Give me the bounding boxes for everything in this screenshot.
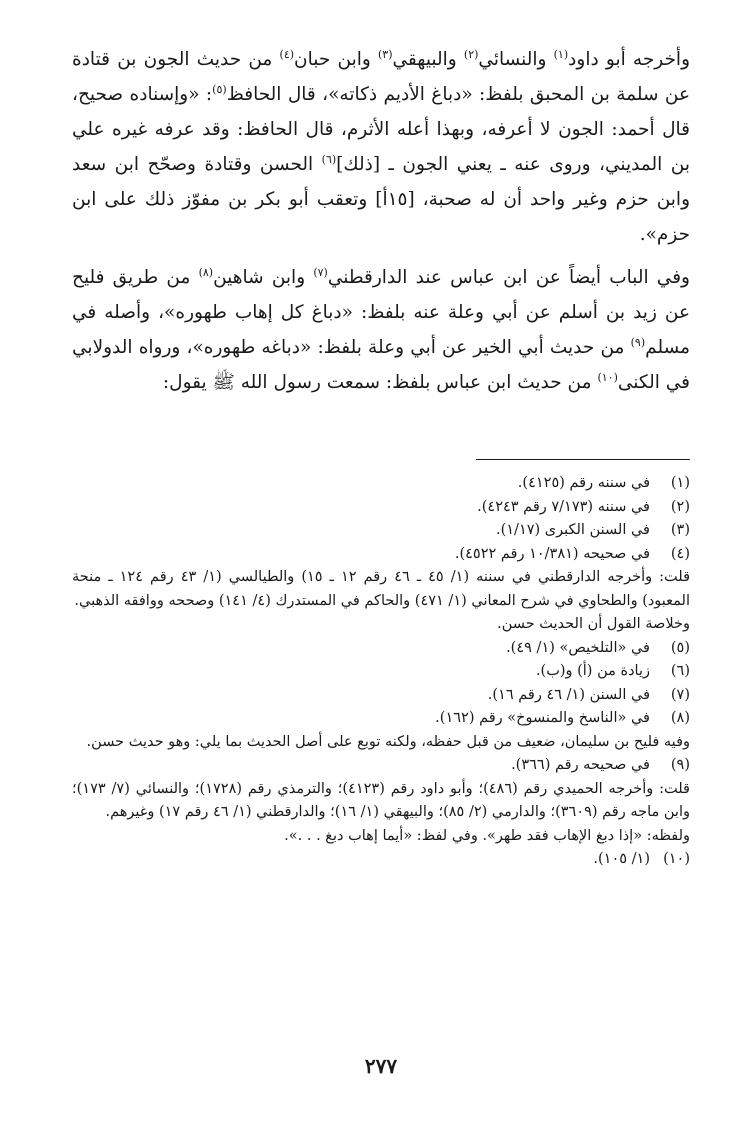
footnote-note: وفيه فليح بن سليمان، ضعيف من قبل حفظه، ولكنه توبع على أصل الحديث بما يلي: وهو حديث حسن.: [86, 733, 690, 750]
text-run: وابن حبان: [294, 49, 378, 70]
page-number: ٢٧٧: [364, 1054, 398, 1078]
main-text: [72, 42, 690, 400]
footnote-ref-5[interactable]: (٥): [212, 82, 227, 96]
text-run: الحسن وقتادة وصحّح ابن سعد وابن حزم وغير واحد أن له صحبة، [١٥أ] وتعقب أبو بكر بن مفوّز ذلك على ابن حزم».: [72, 154, 690, 245]
text-run: والنسائي: [478, 49, 554, 70]
footnote-text: (١/ ١٠٥).: [593, 851, 650, 867]
footnote-8: [72, 707, 690, 754]
footnote-number: (١٠): [663, 851, 690, 867]
text-run: وابن شاهين: [213, 267, 314, 288]
footnote-note: وخلاصة القول أن الحديث حسن.: [497, 616, 690, 632]
footnote-ref-1[interactable]: (١): [553, 47, 569, 61]
book-page: [72, 42, 690, 1102]
footnote-note: قلت: وأخرجه الدارقطني في سننه (١/ ٤٥ ـ ٤٦ رقم ١٢ ـ ١٥) والطيالسي (١/ ٤٣ رقم ١٢٤ ـ منحة المعبود) والطحاوي في شرح المعاني (١/ ٤٧١) والحاكم في المستدرك (٤/ ١٤١) وصححه ووافقه الذهبي.: [72, 569, 691, 609]
footnote-3: [72, 519, 690, 543]
footnote-7: [72, 684, 690, 708]
footnote-number: (١): [670, 475, 690, 491]
footnote-ref-2[interactable]: (٢): [463, 47, 479, 61]
footnotes: [72, 472, 690, 872]
footnote-text: في سننه (٧/١٧٣ رقم ٤٢٤٣).: [477, 498, 650, 515]
footnote-number: (٥): [670, 639, 690, 656]
footnote-ref-7[interactable]: (٧): [313, 265, 328, 279]
footnote-note: ولفظه: «إذا دبغ الإهاب فقد طهر». وفي لفظ: «أيما إهاب دبغ . . .».: [284, 827, 690, 844]
footnote-ref-8[interactable]: (٨): [198, 265, 214, 279]
text-run: من حديث الجون بن قتادة عن سلمة بن المحبق بلفظ: «دباغ الأديم ذكاته»، قال الحافظ: [72, 49, 690, 105]
footnote-ref-9[interactable]: (٩): [630, 335, 646, 349]
footnote-note: قلت: وأخرجه الحميدي رقم (٤٨٦)؛ وأبو داود رقم (٤١٢٣)؛ والترمذي رقم (١٧٢٨)؛ والنسائي (٧/ ١٧٣)؛ وابن ماجه رقم (٣٦٠٩)؛ والدارمي (٢/ ٨٥)؛ والبيهقي (١/ ١٦)؛ والدارقطني (١/ ٤٦ رقم ١٧) وغيرهم.: [72, 780, 690, 820]
footnote-ref-10[interactable]: (١٠): [597, 370, 618, 384]
footnote-ref-4[interactable]: (٤): [279, 47, 295, 61]
text-run: من حديث ابن عباس بلفظ: سمعت رسول الله ﷺ يقول:: [162, 372, 598, 393]
footnote-number: (٤): [670, 545, 690, 562]
footnote-text: في السنن (١/ ٤٦ رقم ١٦).: [487, 686, 650, 703]
footnote-number: (٢): [670, 498, 690, 515]
paragraph-1: [72, 42, 690, 252]
footnote-ref-6[interactable]: (٦): [321, 152, 337, 166]
footnote-6: [72, 660, 690, 684]
text-run: وفي الباب أيضاً عن ابن عباس عند الدارقطني: [327, 267, 690, 288]
footnote-number: (٩): [670, 757, 690, 773]
footnote-number: (٨): [670, 710, 690, 726]
footnote-separator: [476, 459, 690, 460]
footnote-9: [72, 754, 690, 848]
text-run: من حديث أبي الخير عن أبي وعلة بلفظ: «دباغه طهوره»، ورواه الدولابي في الكنى: [72, 337, 690, 393]
text-run: والبيهقي: [392, 49, 464, 70]
footnote-number: (٦): [670, 663, 690, 679]
footnote-text: زيادة من (أ) و(ب).: [535, 663, 650, 679]
text-run: : «وإسناده صحيح، قال أحمد: الجون لا أعرفه، وبهذا أعله الأثرم، قال الحافظ: وقد عرفه غيره علي بن المديني، وروى عنه ـ يعني الجون ـ [ذلك]: [72, 84, 690, 175]
footnote-number: (٣): [670, 522, 690, 538]
footnote-10: [72, 848, 690, 872]
footnote-1: [72, 472, 690, 496]
footnote-number: (٧): [670, 686, 690, 703]
text-run: من طريق فليح عن زيد بن أسلم عن أبي وعلة عنه بلفظ: «دباغ كل إهاب طهوره»، وأصله في مسلم: [72, 267, 690, 358]
footnote-4: [72, 543, 690, 637]
text-run: وأخرجه أبو داود: [568, 49, 691, 70]
footnote-text: في «التلخيص» (١/ ٤٩).: [506, 639, 650, 656]
footnote-text: في السنن الكبرى (١/١٧).: [495, 522, 650, 538]
footnote-5: [72, 637, 690, 661]
footnote-ref-3[interactable]: (٣): [378, 47, 393, 61]
footnote-text: في «الناسخ والمنسوخ» رقم (١٦٢).: [435, 710, 650, 726]
paragraph-2: [72, 260, 690, 400]
footnote-2: [72, 496, 690, 520]
footnote-text: في سننه رقم (٤١٢٥).: [517, 475, 650, 491]
footnote-text: في صحيحه (١٠/٣٨١ رقم ٤٥٢٢).: [454, 545, 650, 562]
footnote-text: في صحيحه رقم (٣٦٦).: [511, 757, 650, 773]
